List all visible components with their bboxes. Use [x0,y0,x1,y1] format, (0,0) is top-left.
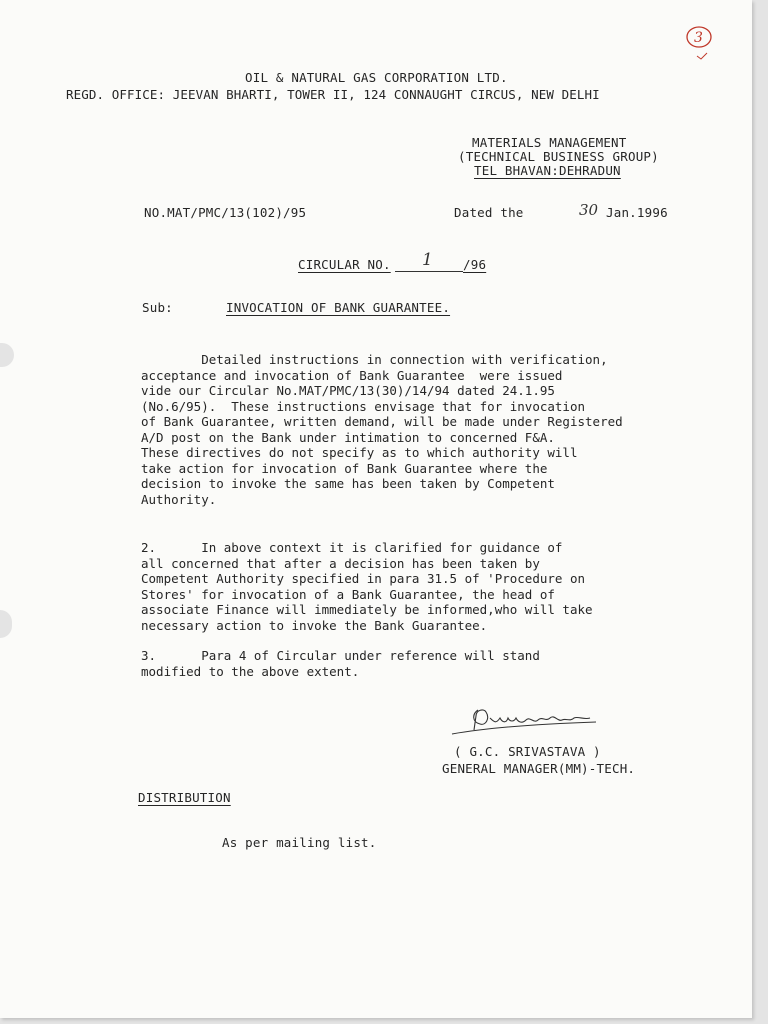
signatory-name: ( G.C. SRIVASTAVA ) [454,744,601,759]
signatory-title: GENERAL MANAGER(MM)-TECH. [442,761,636,776]
distribution-text: As per mailing list. [222,835,377,850]
punch-hole-tear [0,610,12,638]
paragraph-line: Detailed instructions in connection with verification, [141,352,608,367]
department-line-2: (TECHNICAL BUSINESS GROUP) [458,149,659,164]
paragraph-line: acceptance and invocation of Bank Guarantee were issued [141,367,563,383]
department-line-1: MATERIALS MANAGEMENT [472,135,627,150]
paragraph-line: modified to the above extent. [141,663,360,679]
subject-text: INVOCATION OF BANK GUARANTEE. [226,300,451,315]
date-day-handwritten: 30 [579,201,599,219]
paragraph-line: These directives do not specify as to which authority will [141,445,578,460]
paragraph-line: associate Finance will immediately be informed,who will take [141,602,593,617]
paragraph-2 [141,540,593,633]
circular-number-handwritten: 1 [422,250,433,270]
paragraph-line: all concerned that after a decision has been taken by [141,555,540,571]
circular-suffix: /96 [463,257,487,272]
paragraph-3 [141,648,540,679]
paragraph-line: necessary action to invoke the Bank Guarantee. [141,617,488,633]
registered-office-address: REGD. OFFICE: JEEVAN BHARTI, TOWER II, 124 CONNAUGHT CIRCUS, NEW DELHI [66,87,600,102]
paragraph-line: 2. In above context it is clarified for guidance of [141,540,563,555]
dated-label: Dated the [454,205,524,220]
signature-scribble [446,700,606,742]
department-line-3: TEL BHAVAN:DEHRADUN [474,163,621,178]
company-name: OIL & NATURAL GAS CORPORATION LTD. [245,70,508,85]
circular-number-underline [395,271,463,272]
paragraph-line: A/D post on the Bank under intimation to concerned F&A. [141,429,555,445]
paragraph-line: vide our Circular No.MAT/PMC/13(30)/14/94 dated 24.1.95 [141,383,555,398]
punch-hole-tear [0,343,14,367]
page-number-mark [682,24,722,64]
paragraph-line: Authority. [141,491,217,507]
page-number-text: 3 [694,30,703,46]
circular-prefix: CIRCULAR NO. [298,257,391,272]
paragraph-line: decision to invoke the same has been taken by Competent [141,476,555,491]
reference-number: NO.MAT/PMC/13(102)/95 [144,205,307,220]
distribution-heading: DISTRIBUTION [138,790,231,805]
subject-label: Sub: [142,300,173,315]
paragraph-line: Competent Authority specified in para 31.5 of 'Procedure on [141,571,586,586]
paragraph-line: (No.6/95). These instructions envisage that for invocation [141,398,586,414]
paragraph-line: take action for invocation of Bank Guarantee where the [141,460,548,476]
date-month-year: Jan.1996 [606,205,668,220]
paragraph-line: 3. Para 4 of Circular under reference will stand [141,648,540,663]
paragraph-line: of Bank Guarantee, written demand, will be made under Registered [141,414,623,429]
paragraph-1 [141,352,623,507]
paragraph-line: Stores' for invocation of a Bank Guarantee, the head of [141,586,555,602]
